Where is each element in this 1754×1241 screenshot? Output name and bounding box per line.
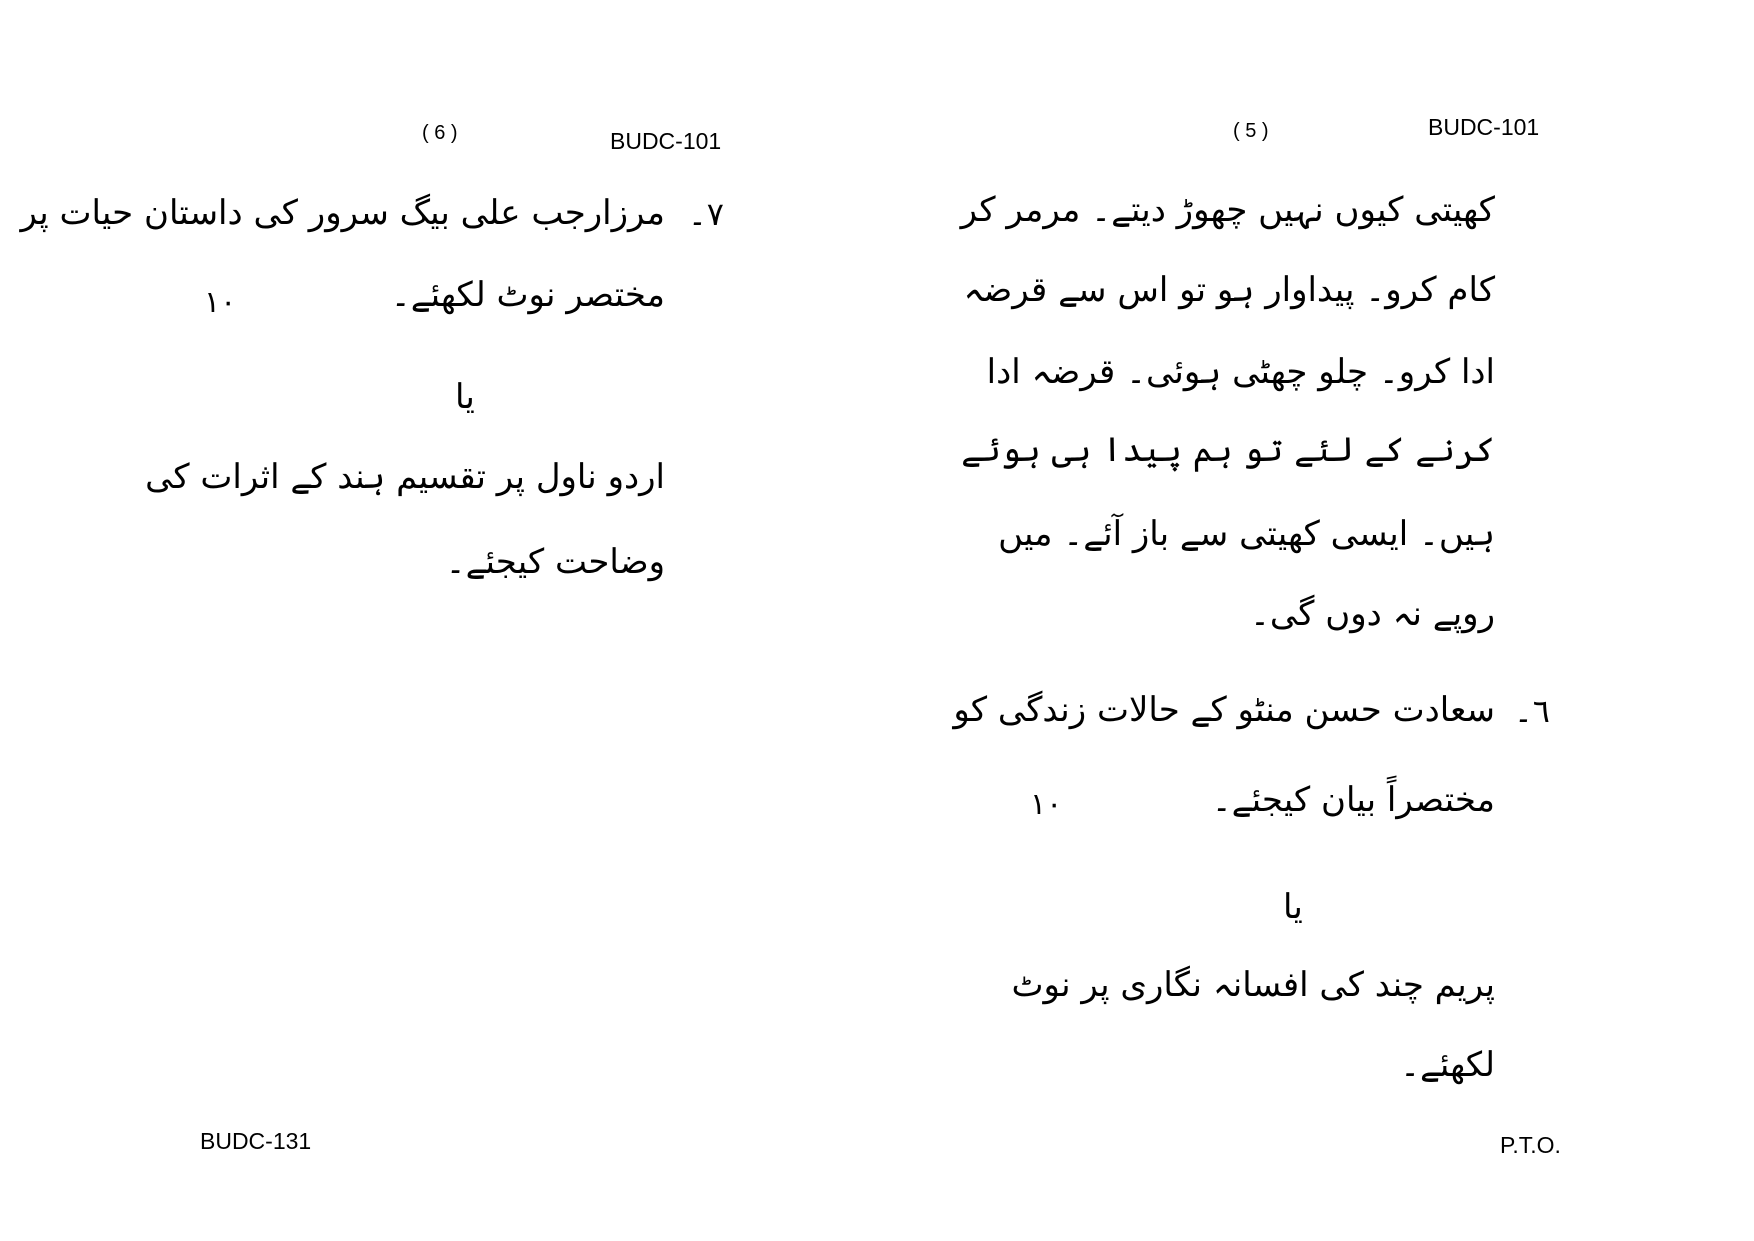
- question-6-line-2: مختصراً بیان کیجئے۔: [1211, 780, 1495, 820]
- left-page-number: ( 6 ): [422, 122, 458, 144]
- question-7-line-1: مرزارجب علی بیگ سرور کی داستان حیات پر: [20, 193, 665, 233]
- question-7-marks: ۱۰: [204, 285, 237, 320]
- passage-line: روپے نہ دوں گی۔: [1249, 594, 1495, 634]
- passage-line: کرنے کے لئے تو ہم پیدا ہی ہوئے: [961, 430, 1495, 470]
- question-7-line-2: مختصر نوٹ لکھئے۔: [390, 275, 665, 315]
- question-7-number: ۷۔: [688, 195, 724, 233]
- question-6-marks: ۱۰: [1030, 787, 1063, 822]
- right-course-code: BUDC-101: [1428, 114, 1540, 140]
- question-6-alt-line-2: لکھئے۔: [1400, 1045, 1495, 1085]
- question-6-alt-line-1: پریم چند کی افسانہ نگاری پر نوٹ: [1011, 965, 1495, 1005]
- question-7-alt-line-2: وضاحت کیجئے۔: [445, 542, 665, 582]
- question-7-or-label: یا: [455, 377, 475, 417]
- passage-line: ادا کرو۔ چلو چھٹی ہوئی۔ قرضہ ادا: [986, 352, 1495, 392]
- question-7-alt-line-1: اردو ناول پر تقسیم ہند کے اثرات کی: [145, 457, 665, 497]
- right-page-number: ( 5 ): [1233, 120, 1269, 142]
- pto-label: P.T.O.: [1500, 1132, 1561, 1158]
- passage-line: ہیں۔ ایسی کھیتی سے باز آئے۔ میں: [998, 514, 1495, 554]
- question-6-number: ٦۔: [1514, 692, 1550, 730]
- question-6-or-label: یا: [1283, 887, 1303, 927]
- passage-line: کھیتی کیوں نہیں چھوڑ دیتے۔ مرمر کر: [960, 190, 1495, 230]
- passage-line: کام کرو۔ پیداوار ہو تو اس سے قرضہ: [963, 270, 1495, 310]
- left-course-code: BUDC-101: [610, 128, 722, 154]
- left-footer-code: BUDC-131: [200, 1128, 312, 1154]
- question-6-line-1: سعادت حسن منٹو کے حالات زندگی کو: [953, 690, 1495, 730]
